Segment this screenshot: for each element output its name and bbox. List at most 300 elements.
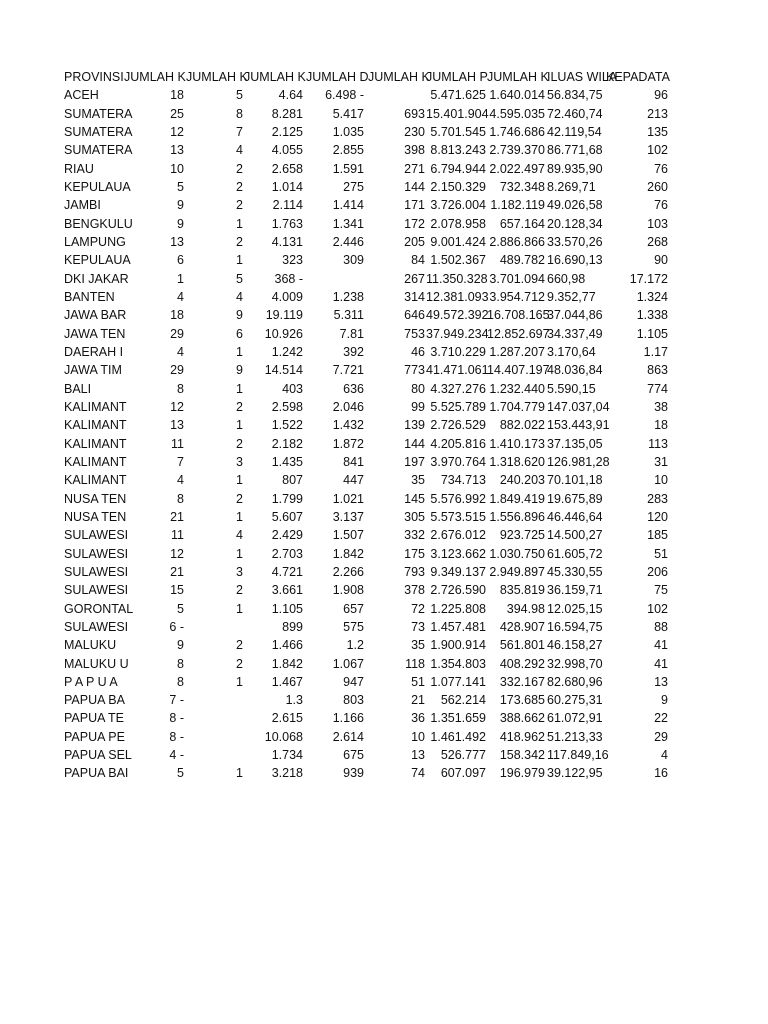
data-cell[interactable]: 213 (647, 106, 668, 121)
data-cell[interactable]: 3.170,64 (547, 344, 596, 359)
data-cell[interactable]: 126.981,28 (547, 454, 610, 469)
data-cell[interactable]: 206 (647, 564, 668, 579)
data-cell[interactable]: 20.128,34 (547, 216, 603, 231)
data-cell[interactable]: 835.819 (499, 583, 545, 598)
province-cell[interactable]: SUMATERA (64, 143, 133, 158)
data-cell[interactable]: 1.849.419 (489, 491, 545, 506)
data-cell[interactable]: 428.907 (499, 619, 545, 634)
data-cell[interactable]: 309 (343, 253, 364, 268)
data-cell[interactable]: 173.685 (499, 693, 545, 708)
data-cell[interactable]: 72.460,74 (547, 106, 603, 121)
data-cell[interactable]: 2.598 (271, 399, 303, 414)
data-cell[interactable]: 1.842 (271, 656, 303, 671)
data-cell[interactable]: 33.570,26 (547, 234, 603, 249)
data-cell[interactable]: 103 (647, 216, 668, 231)
data-cell[interactable]: 37.044,86 (547, 308, 603, 323)
data-cell[interactable]: 2 (236, 161, 243, 176)
data-cell[interactable]: 96 (654, 88, 668, 103)
data-cell[interactable]: 562.214 (440, 693, 486, 708)
data-cell[interactable]: 1.105 (271, 601, 303, 616)
data-cell[interactable]: 113 (648, 436, 668, 451)
data-cell[interactable]: 1.502.367 (430, 253, 486, 268)
data-cell[interactable]: 1.021 (332, 491, 364, 506)
data-cell[interactable]: 1.067 (332, 656, 364, 671)
data-cell[interactable]: 12.852.697 (487, 326, 550, 341)
data-cell[interactable]: 37.949.234 (426, 326, 489, 341)
data-cell[interactable]: 3.726.004 (430, 198, 486, 213)
data-cell[interactable]: 753 (404, 326, 425, 341)
data-cell[interactable]: 6 - (169, 619, 184, 634)
data-cell[interactable]: 1 (236, 766, 243, 781)
data-cell[interactable]: 139 (404, 418, 425, 433)
data-cell[interactable]: 3.123.662 (430, 546, 486, 561)
data-cell[interactable]: 267 (404, 271, 425, 286)
data-cell[interactable]: 1.232.440 (489, 381, 545, 396)
province-cell[interactable]: DAERAH I (64, 344, 124, 359)
data-cell[interactable]: 73 (411, 619, 425, 634)
data-cell[interactable]: 16 (654, 766, 668, 781)
province-cell[interactable]: PAPUA TE (64, 711, 124, 726)
data-cell[interactable]: 7 (177, 454, 184, 469)
data-cell[interactable]: 1 (236, 674, 243, 689)
data-cell[interactable]: 51.213,33 (547, 729, 603, 744)
province-cell[interactable]: GORONTAL (64, 601, 134, 616)
data-cell[interactable]: 18 (170, 308, 184, 323)
data-cell[interactable]: 1.287.207 (489, 344, 545, 359)
data-cell[interactable]: 2.739.370 (489, 143, 545, 158)
province-cell[interactable]: NUSA TEN (64, 509, 127, 524)
data-cell[interactable]: 378 (404, 583, 425, 598)
province-cell[interactable]: KALIMANT (64, 473, 127, 488)
data-cell[interactable]: 675 (343, 748, 364, 763)
data-cell[interactable]: 74 (411, 766, 425, 781)
data-cell[interactable]: 4 (177, 289, 184, 304)
data-cell[interactable]: 271 (404, 161, 425, 176)
data-cell[interactable]: 4.721 (271, 564, 303, 579)
data-cell[interactable]: 9 (661, 693, 668, 708)
data-cell[interactable]: 1.014 (271, 179, 303, 194)
data-cell[interactable]: 1.324 (636, 289, 668, 304)
data-cell[interactable]: 41.471.061 (426, 363, 489, 378)
data-cell[interactable]: 1.507 (332, 528, 364, 543)
data-cell[interactable]: 19.119 (265, 308, 303, 323)
data-cell[interactable]: 13 (411, 748, 425, 763)
province-cell[interactable]: PAPUA PE (64, 729, 125, 744)
data-cell[interactable]: 4.205.816 (430, 436, 486, 451)
data-cell[interactable]: 807 (282, 473, 303, 488)
data-cell[interactable]: 793 (404, 564, 425, 579)
data-cell[interactable]: 41 (654, 656, 668, 671)
data-cell[interactable]: 4.009 (271, 289, 303, 304)
data-cell[interactable]: 14.407.197 (487, 363, 550, 378)
data-cell[interactable]: 2 (236, 234, 243, 249)
data-cell[interactable]: 32.998,70 (547, 656, 603, 671)
data-cell[interactable]: 185 (647, 528, 668, 543)
data-cell[interactable]: 8 (177, 656, 184, 671)
data-cell[interactable]: 120 (647, 509, 668, 524)
data-cell[interactable]: 693 (404, 106, 425, 121)
data-cell[interactable]: 1.522 (271, 418, 303, 433)
data-cell[interactable]: 1.318.620 (489, 454, 545, 469)
data-cell[interactable]: 13 (170, 234, 184, 249)
data-cell[interactable]: 1.556.896 (489, 509, 545, 524)
data-cell[interactable]: 3.710.229 (430, 344, 486, 359)
data-cell[interactable]: 13 (170, 418, 184, 433)
data-cell[interactable]: 1.030.750 (489, 546, 545, 561)
data-cell[interactable]: 1.2 (346, 638, 364, 653)
data-cell[interactable]: 76 (654, 198, 668, 213)
province-cell[interactable]: PAPUA BA (64, 693, 125, 708)
data-cell[interactable]: 1 (236, 473, 243, 488)
data-cell[interactable]: 175 (404, 546, 425, 561)
data-cell[interactable]: 158.342 (499, 748, 545, 763)
data-cell[interactable]: 8 (177, 491, 184, 506)
data-cell[interactable]: 1.435 (271, 454, 303, 469)
data-cell[interactable]: 18 (170, 88, 184, 103)
data-cell[interactable]: 13 (170, 143, 184, 158)
data-cell[interactable]: 7.81 (339, 326, 364, 341)
data-cell[interactable]: 275 (343, 179, 364, 194)
header-cell[interactable]: JUMLAH K (487, 70, 549, 84)
data-cell[interactable]: 2.125 (271, 124, 303, 139)
data-cell[interactable]: 31 (654, 454, 668, 469)
data-cell[interactable]: 1 (236, 546, 243, 561)
data-cell[interactable]: 51 (654, 546, 668, 561)
data-cell[interactable]: 4 - (169, 748, 184, 763)
data-cell[interactable]: 21 (170, 509, 184, 524)
data-cell[interactable]: 153.443,91 (547, 418, 610, 433)
data-cell[interactable]: 1.351.659 (430, 711, 486, 726)
data-cell[interactable]: 1.166 (332, 711, 364, 726)
data-cell[interactable]: 46.158,27 (547, 638, 603, 653)
data-cell[interactable]: 2 (236, 656, 243, 671)
data-cell[interactable]: 8.281 (271, 106, 303, 121)
data-cell[interactable]: 45.330,55 (547, 564, 603, 579)
data-cell[interactable]: 9.349.137 (430, 564, 486, 579)
data-cell[interactable]: 46.446,64 (547, 509, 603, 524)
data-cell[interactable]: 2.615 (271, 711, 303, 726)
data-cell[interactable]: 8.813.243 (430, 143, 486, 158)
data-cell[interactable]: 2 (236, 198, 243, 213)
data-cell[interactable]: 882.022 (499, 418, 545, 433)
data-cell[interactable]: 172 (404, 216, 425, 231)
province-cell[interactable]: SULAWESI (64, 583, 129, 598)
data-cell[interactable]: 1 (236, 253, 243, 268)
data-cell[interactable]: 4 (236, 528, 243, 543)
data-cell[interactable]: 388.662 (499, 711, 545, 726)
data-cell[interactable]: 947 (343, 674, 364, 689)
province-cell[interactable]: MALUKU U (64, 656, 129, 671)
data-cell[interactable]: 1.035 (332, 124, 364, 139)
data-cell[interactable]: 2 (236, 638, 243, 653)
data-cell[interactable]: 8 (177, 674, 184, 689)
data-cell[interactable]: 1.704.779 (489, 399, 545, 414)
data-cell[interactable]: 29 (654, 729, 668, 744)
data-cell[interactable]: 561.801 (499, 638, 545, 653)
data-cell[interactable]: 489.782 (499, 253, 545, 268)
data-cell[interactable]: 732.348 (499, 179, 545, 194)
data-cell[interactable]: 2.658 (271, 161, 303, 176)
header-cell[interactable]: JUMLAH K (244, 70, 306, 84)
data-cell[interactable]: 171 (404, 198, 425, 213)
data-cell[interactable]: 323 (282, 253, 303, 268)
data-cell[interactable]: 11.350.328 (426, 271, 488, 286)
data-cell[interactable]: 863 (647, 363, 668, 378)
data-cell[interactable]: 1.341 (332, 216, 364, 231)
province-cell[interactable]: SULAWESI (64, 564, 129, 579)
data-cell[interactable]: 7 - (169, 693, 184, 708)
province-cell[interactable]: KALIMANT (64, 436, 127, 451)
data-cell[interactable]: 39.122,95 (547, 766, 603, 781)
data-cell[interactable]: 646 (404, 308, 425, 323)
data-cell[interactable]: 2 (236, 399, 243, 414)
data-cell[interactable]: 19.675,89 (547, 491, 603, 506)
data-cell[interactable]: 5.471.625 (430, 88, 486, 103)
data-cell[interactable]: 332.167 (499, 674, 545, 689)
data-cell[interactable]: 72 (411, 601, 425, 616)
province-cell[interactable]: PAPUA SEL (64, 748, 132, 763)
data-cell[interactable]: 1.466 (271, 638, 303, 653)
data-cell[interactable]: 403 (282, 381, 303, 396)
data-cell[interactable]: 6 (236, 326, 243, 341)
data-cell[interactable]: 76 (654, 161, 668, 176)
province-cell[interactable]: SULAWESI (64, 528, 129, 543)
data-cell[interactable]: 11 (171, 528, 184, 543)
data-cell[interactable]: 394.98 (506, 601, 545, 616)
header-cell[interactable]: PROVINSI (64, 70, 124, 84)
province-cell[interactable]: JAWA TEN (64, 326, 126, 341)
data-cell[interactable]: 803 (343, 693, 364, 708)
data-cell[interactable]: 5.576.992 (430, 491, 486, 506)
data-cell[interactable]: 7 (236, 124, 243, 139)
data-cell[interactable]: 1.238 (332, 289, 364, 304)
data-cell[interactable]: 4 (661, 748, 668, 763)
data-cell[interactable]: 14.514 (264, 363, 303, 378)
data-cell[interactable]: 2 (236, 179, 243, 194)
province-cell[interactable]: JAMBI (64, 198, 101, 213)
data-cell[interactable]: 145 (404, 491, 425, 506)
data-cell[interactable]: 41 (654, 638, 668, 653)
data-cell[interactable]: 305 (404, 509, 425, 524)
data-cell[interactable]: 1 (236, 344, 243, 359)
data-cell[interactable]: 9 (177, 638, 184, 653)
data-cell[interactable]: 4 (177, 344, 184, 359)
data-cell[interactable]: 5.417 (332, 106, 364, 121)
data-cell[interactable]: 1.432 (332, 418, 364, 433)
data-cell[interactable]: 5 (177, 601, 184, 616)
data-cell[interactable]: 1 (236, 216, 243, 231)
data-cell[interactable]: 332 (404, 528, 425, 543)
province-cell[interactable]: BANTEN (64, 289, 115, 304)
data-cell[interactable]: 398 (404, 143, 425, 158)
data-cell[interactable]: 144 (404, 436, 425, 451)
province-cell[interactable]: BALI (64, 381, 92, 396)
data-cell[interactable]: 12 (170, 399, 184, 414)
data-cell[interactable]: 8 (236, 106, 243, 121)
data-cell[interactable]: 12 (170, 124, 184, 139)
province-cell[interactable]: SULAWESI (64, 619, 129, 634)
province-cell[interactable]: JAWA BAR (64, 308, 127, 323)
data-cell[interactable]: 10.068 (264, 729, 303, 744)
data-cell[interactable]: 2.114 (272, 198, 303, 213)
data-cell[interactable]: 3.954.712 (489, 289, 545, 304)
data-cell[interactable]: 16.594,75 (547, 619, 603, 634)
data-cell[interactable]: 29 (170, 363, 184, 378)
data-cell[interactable]: 1.077.141 (430, 674, 486, 689)
data-cell[interactable]: 773 (404, 363, 425, 378)
data-cell[interactable]: 314 (404, 289, 425, 304)
data-cell[interactable]: 16.690,13 (547, 253, 603, 268)
data-cell[interactable]: 60.275,31 (547, 693, 603, 708)
data-cell[interactable]: 11 (171, 436, 184, 451)
data-cell[interactable]: 418.962 (499, 729, 545, 744)
header-cell[interactable]: JUMLAH D (306, 70, 369, 84)
data-cell[interactable]: 2.022.497 (489, 161, 545, 176)
province-cell[interactable]: SUMATERA (64, 106, 133, 121)
data-cell[interactable]: 6.794.944 (430, 161, 486, 176)
data-cell[interactable]: 5 (236, 88, 243, 103)
data-cell[interactable]: 1 (236, 418, 243, 433)
data-cell[interactable]: 3 (236, 564, 243, 579)
data-cell[interactable]: 56.834,75 (547, 88, 603, 103)
data-cell[interactable]: 1 (177, 271, 184, 286)
data-cell[interactable]: 5.701.545 (430, 124, 486, 139)
data-cell[interactable]: 102 (647, 143, 668, 158)
data-cell[interactable]: 2.855 (332, 143, 364, 158)
data-cell[interactable]: 2.078.958 (430, 216, 486, 231)
header-cell[interactable]: JUMLAH P (426, 70, 488, 84)
province-cell[interactable]: KALIMANT (64, 399, 127, 414)
data-cell[interactable]: 5 (177, 766, 184, 781)
header-cell[interactable]: ILUAS WILA (547, 70, 618, 84)
data-cell[interactable]: 2.726.529 (430, 418, 486, 433)
data-cell[interactable]: 2.949.897 (489, 564, 545, 579)
data-cell[interactable]: 8.269,71 (547, 179, 596, 194)
data-cell[interactable]: 205 (404, 234, 425, 249)
province-cell[interactable]: P A P U A (64, 674, 118, 689)
data-cell[interactable]: 841 (343, 454, 364, 469)
data-cell[interactable]: 899 (282, 619, 303, 634)
data-cell[interactable]: 8 - (169, 729, 184, 744)
data-cell[interactable]: 10.926 (264, 326, 303, 341)
data-cell[interactable]: 197 (404, 454, 425, 469)
province-cell[interactable]: KEPULAUA (64, 253, 131, 268)
data-cell[interactable]: 7.721 (332, 363, 364, 378)
data-cell[interactable]: 38 (654, 399, 668, 414)
province-cell[interactable]: SULAWESI (64, 546, 129, 561)
data-cell[interactable]: 2.429 (271, 528, 303, 543)
data-cell[interactable]: 4.64 (278, 88, 303, 103)
data-cell[interactable]: 61.072,91 (547, 711, 603, 726)
data-cell[interactable]: 86.771,68 (547, 143, 603, 158)
data-cell[interactable]: 1.354.803 (430, 656, 486, 671)
data-cell[interactable]: 1.746.686 (489, 124, 545, 139)
data-cell[interactable]: 3.701.094 (489, 271, 545, 286)
data-cell[interactable]: 75 (654, 583, 668, 598)
data-cell[interactable]: 660,98 (547, 271, 586, 286)
province-cell[interactable]: RIAU (64, 161, 94, 176)
data-cell[interactable]: 3.661 (271, 583, 303, 598)
data-cell[interactable]: 102 (647, 601, 668, 616)
data-cell[interactable]: 1.105 (636, 326, 668, 341)
data-cell[interactable]: 2.614 (332, 729, 364, 744)
data-cell[interactable]: 3.137 (332, 509, 364, 524)
data-cell[interactable]: 526.777 (440, 748, 486, 763)
data-cell[interactable]: 9.001.424 (430, 234, 486, 249)
data-cell[interactable]: 10 (411, 729, 425, 744)
data-cell[interactable]: 36.159,71 (547, 583, 603, 598)
header-cell[interactable]: JUMLAH K (368, 70, 430, 84)
data-cell[interactable]: 4.327.276 (430, 381, 486, 396)
data-cell[interactable]: 15.401.904 (426, 106, 489, 121)
province-cell[interactable]: JAWA TIM (64, 363, 122, 378)
data-cell[interactable]: 29 (170, 326, 184, 341)
header-cell[interactable]: JUMLAH K (124, 70, 186, 84)
data-cell[interactable]: 80 (411, 381, 425, 396)
data-cell[interactable]: 1 (236, 509, 243, 524)
data-cell[interactable]: 6 (177, 253, 184, 268)
data-cell[interactable]: 923.725 (499, 528, 545, 543)
data-cell[interactable]: 1.182.119 (490, 198, 545, 213)
data-cell[interactable]: 2 (236, 583, 243, 598)
data-cell[interactable]: 82.680,96 (547, 674, 603, 689)
data-cell[interactable]: 10 (654, 473, 668, 488)
data-cell[interactable]: 1 (236, 381, 243, 396)
data-cell[interactable]: 4 (236, 289, 243, 304)
data-cell[interactable]: 10 (170, 161, 184, 176)
data-cell[interactable]: 117.849,16 (547, 748, 609, 763)
province-cell[interactable]: KEPULAUA (64, 179, 131, 194)
data-cell[interactable]: 21 (170, 564, 184, 579)
data-cell[interactable]: 2 (236, 436, 243, 451)
data-cell[interactable]: 5.311 (333, 308, 364, 323)
data-cell[interactable]: 89.935,90 (547, 161, 603, 176)
data-cell[interactable]: 34.337,49 (547, 326, 603, 341)
province-cell[interactable]: DKI JAKAR (64, 271, 129, 286)
data-cell[interactable]: 2.703 (271, 546, 303, 561)
data-cell[interactable]: 4 (177, 473, 184, 488)
province-cell[interactable]: KALIMANT (64, 418, 127, 433)
data-cell[interactable]: 1.414 (332, 198, 364, 213)
province-cell[interactable]: MALUKU (64, 638, 117, 653)
data-cell[interactable]: 1.3 (285, 693, 303, 708)
data-cell[interactable]: 1.900.914 (430, 638, 486, 653)
data-cell[interactable]: 88 (654, 619, 668, 634)
data-cell[interactable]: 657 (343, 601, 364, 616)
data-cell[interactable]: 9 (236, 308, 243, 323)
data-cell[interactable]: 144 (404, 179, 425, 194)
data-cell[interactable]: 15 (170, 583, 184, 598)
province-cell[interactable]: ACEH (64, 88, 99, 103)
province-cell[interactable]: NUSA TEN (64, 491, 127, 506)
data-cell[interactable]: 118 (405, 656, 425, 671)
province-cell[interactable]: SUMATERA (64, 124, 133, 139)
data-cell[interactable]: 5.525.789 (430, 399, 486, 414)
data-cell[interactable]: 2.726.590 (430, 583, 486, 598)
data-cell[interactable]: 240.203 (499, 473, 545, 488)
data-cell[interactable]: 12.381.093 (426, 289, 489, 304)
data-cell[interactable]: 5.607 (271, 509, 303, 524)
data-cell[interactable]: 61.605,72 (547, 546, 603, 561)
data-cell[interactable]: 21 (411, 693, 425, 708)
data-cell[interactable]: 48.036,84 (547, 363, 603, 378)
data-cell[interactable]: 18 (654, 418, 668, 433)
data-cell[interactable]: 1.461.492 (430, 729, 486, 744)
data-cell[interactable]: 1.640.014 (489, 88, 545, 103)
data-cell[interactable]: 2 (236, 491, 243, 506)
data-cell[interactable]: 8 (177, 381, 184, 396)
data-cell[interactable]: 147.037,04 (547, 399, 610, 414)
